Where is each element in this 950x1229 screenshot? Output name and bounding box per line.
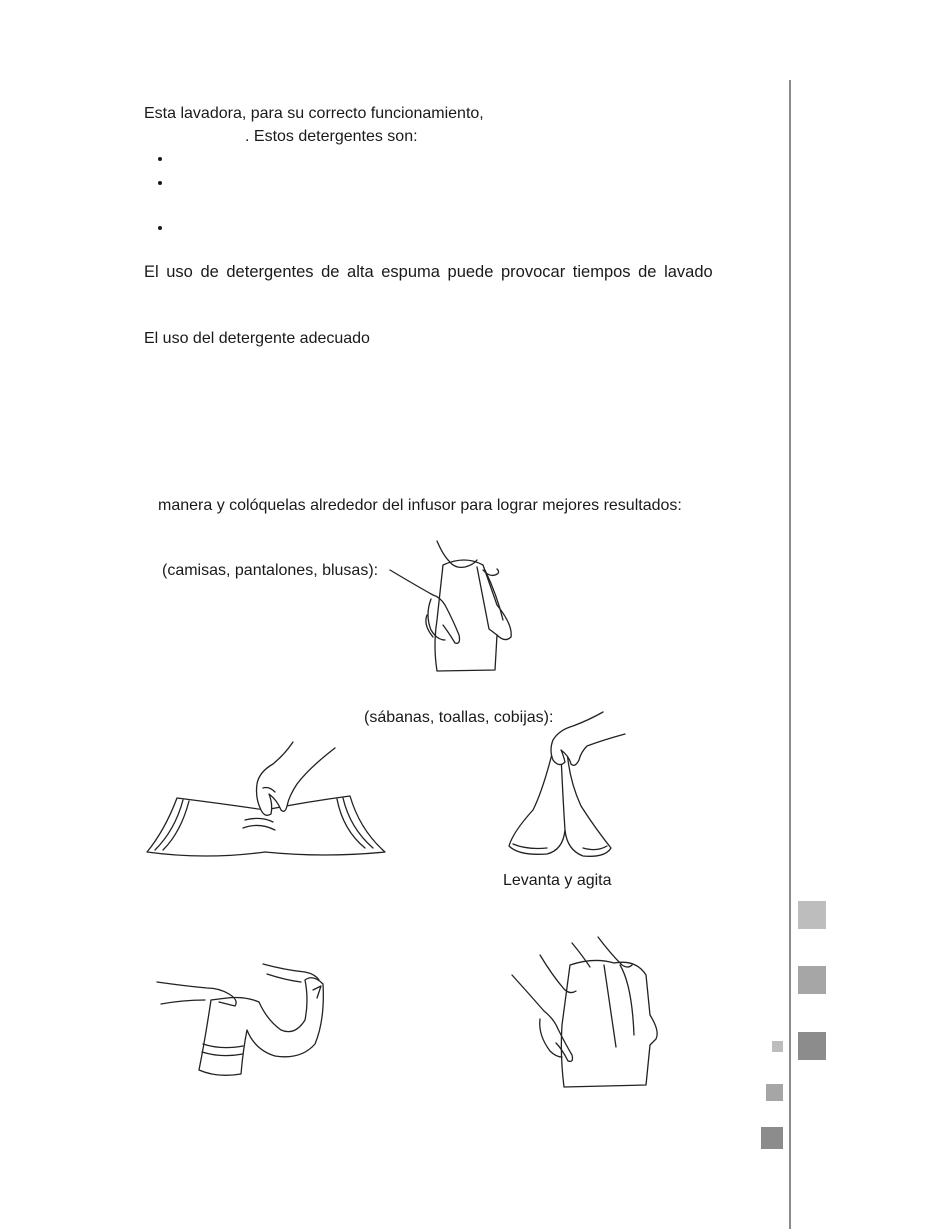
index-marker-large — [761, 1127, 783, 1149]
bullet-1 — [158, 157, 162, 161]
intro-line-1: Esta lavadora, para su correcto funcionamiento, — [144, 105, 484, 122]
holding-garment-illustration — [510, 935, 670, 1095]
lifting-cloth-illustration — [503, 710, 633, 860]
index-marker-medium — [766, 1084, 783, 1101]
margin-rule — [789, 80, 791, 1229]
pinching-sheet-illustration — [145, 740, 390, 860]
section-tab-2 — [798, 966, 826, 994]
lift-shake-caption: Levanta y agita — [503, 872, 612, 889]
section-tab-1 — [798, 901, 826, 929]
section-tab-3 — [798, 1032, 826, 1060]
arrange-paragraph: manera y colóquelas alrededor del infusor para lograr mejores resultados: — [158, 497, 682, 514]
index-marker-small — [772, 1041, 783, 1052]
hand-holding-shirt-illustration — [385, 525, 525, 675]
light-garments-label: (camisas, pantalones, blusas): — [162, 562, 379, 579]
proper-detergent-paragraph: El uso del detergente adecuado — [144, 330, 370, 347]
bullet-2 — [158, 181, 162, 185]
folding-towel-illustration — [155, 960, 335, 1080]
intro-line-2: . Estos detergentes son: — [245, 128, 418, 145]
bullet-3 — [158, 226, 162, 230]
heavy-garments-label: (sábanas, toallas, cobijas): — [364, 709, 554, 726]
high-foam-paragraph: El uso de detergentes de alta espuma puede provocar tiempos de lavado — [144, 263, 713, 281]
